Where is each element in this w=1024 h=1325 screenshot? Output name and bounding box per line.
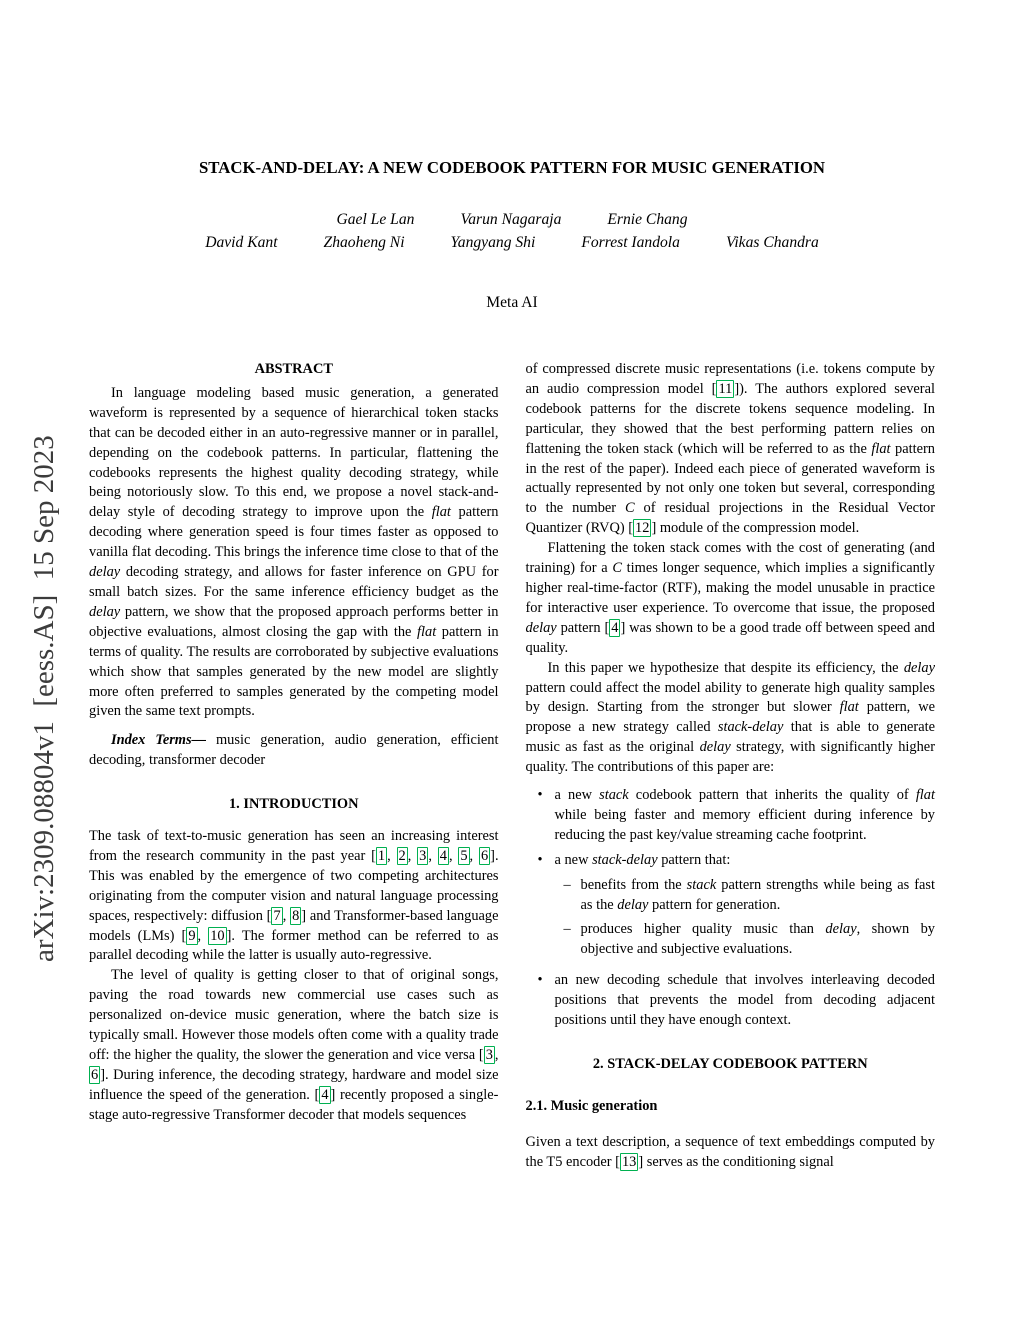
list-subitem [564,920,936,960]
author-row-2 [0,231,1024,254]
author-row-1 [0,208,1024,231]
bullet-icon: • [537,851,543,868]
list-item-text: a new stack-delay pattern that: [554,851,731,868]
left-column [89,360,499,1173]
list-item-text: an new decoding schedule that involves interleaving decoded positions that prevents the model from decoding adjacent positions until they have enough context. [554,972,935,1029]
citation-link[interactable]: 5 [460,847,468,864]
body-paragraph: Given a text description, a sequence of text embeddings computed by the T5 encoder [ 13 ] serves as the conditioning signal [525,1133,935,1170]
bullet-icon: • [537,787,543,804]
abstract-heading: ABSTRACT [254,361,333,377]
intro-paragraph-2: The level of quality is getting closer to that of original songs, paving the road towards new commercial use cases such as personalized on-device music generation, where the batch size is typically small. However those models often come with a quality trade off: the higher the quality, the slower the generation and vice versa [ 3 , 6 ]. During inference, the decoding strategy, hardware and model size influence the speed of the generation. [ 4 ] recently proposed a single-stage auto-regressive Transformer decoder that models sequences [89,967,499,1123]
emphasis-text: flat [839,699,859,716]
author-block [0,208,1024,254]
author-name: Vikas Chandra [725,234,819,251]
list-item-text: produces higher quality music than delay, shown by objective and subjective evaluations. [580,921,935,958]
affiliation: Meta AI [486,294,538,311]
emphasis-text: stack [599,787,629,804]
emphasis-text: stack-delay [717,719,784,736]
author-name: David Kant [205,234,278,251]
citation-link[interactable]: 13 [621,1153,637,1170]
emphasis-text: C [625,500,635,517]
citation-link[interactable]: 4 [611,619,619,636]
citation-link[interactable]: 8 [292,907,300,924]
two-column-body [0,360,1024,1173]
list-subitem [564,876,936,916]
citation-link[interactable]: 12 [635,520,650,537]
emphasis-text: flat [871,440,891,457]
list-item-text: a new stack codebook pattern that inherits the quality of flat while being faster and memory efficient during inference by reducing the past key/value streaming cache footprint. [554,787,936,843]
abstract-paragraph: In language modeling based music generation, a generated waveform is represented by a sequence of hierarchical token stacks that can be decoded either in an auto-regressive manner or in parallel, depending on the codebook patterns. In particular, flattening the codebooks represents the highest quality decoding strategy, while being notoriously slow. To this end, we propose a novel stack-and-delay style of decoding strategy to improve upon the flat pattern decoding where generation speed is four times faster as opposed to vanilla flat decoding. This brings the inference time close to that of the delay decoding strategy, and allows for faster inference on GPU for small batch sizes. For the same inference efficiency budget as the delay pattern, we show that the proposed approach performs better in objective evaluations, almost closing the gap with the flat pattern in terms of quality. The results are corroborated by subjective evaluations which show that samples generated by the new model are slightly more often preferred to samples generated by the competing model given the same text prompts. [89,384,499,720]
citation-link[interactable]: 3 [485,1047,493,1063]
emphasis-text: delay [825,921,857,938]
emphasis-text: C [612,560,622,577]
author-name: Varun Nagaraja [460,211,562,228]
right-column [526,360,936,1173]
author-name: Ernie Chang [607,211,688,228]
body-paragraph: Flattening the token stack comes with the cost of generating (and training) for a C times longer sequence, which implies a significantly higher real-time-factor (RTF), making the model unusable in practice for interactive user experience. To overcome that issue, the proposed delay pattern [ 4 ] was shown to be a good trade off between speed and quality. [525,540,935,656]
author-name: Yangyang Shi [450,234,536,251]
citation-link[interactable]: 9 [188,927,196,944]
author-name: Gael Le Lan [336,211,415,228]
emphasis-text: flat [915,787,936,804]
emphasis-text: flat [417,623,437,640]
citation-link[interactable]: 11 [718,380,733,397]
emphasis-text: delay [699,739,731,756]
emphasis-text: delay [617,896,649,913]
paper-title: STACK-AND-DELAY: A NEW CODEBOOK PATTERN FOR MUSIC GENERATION [198,158,826,177]
author-name: Zhaoheng Ni [323,234,405,251]
citation-link[interactable]: 7 [273,907,281,924]
emphasis-text: flat [431,504,451,521]
body-paragraph: of compressed discrete music representations (i.e. tokens compute by an audio compression model [ 11 ]). The authors explored several codebook patterns for the discrete tokens sequence modeling. In particular, they showed that the best performing pattern relies on flattening the token stack (which will be referred to as the flat pattern in the rest of the paper). Indeed each piece of generated waveform is actually represented by not only one token but several, corresponding to the number C of residual projections in the Residual Vector Quantizer (RVQ) [ 12 ] module of the compression model. [525,361,935,537]
list-item [538,851,936,871]
list-item [538,971,936,1031]
index-terms-paragraph: Index Terms— music generation, audio generation, efficient decoding, transformer decoder [89,732,499,769]
subsection-2-1-heading: 2.1. Music generation [525,1097,658,1114]
citation-link[interactable]: 6 [91,1066,99,1083]
citation-link[interactable]: 2 [398,847,406,864]
citation-link[interactable]: 10 [210,927,225,944]
emphasis-text: Index Terms— [111,732,206,749]
bullet-icon: • [537,972,543,989]
emphasis-text: delay [89,603,121,620]
emphasis-text: stack [686,876,717,893]
arxiv-stamp: arXiv:2309.08804v1 [eess.AS] 15 Sep 2023 [28,435,60,962]
emphasis-text: delay [903,659,935,676]
citation-link[interactable]: 1 [377,847,386,864]
emphasis-text: delay [89,564,121,581]
emphasis-text: stack-delay [592,851,658,868]
dash-icon: – [563,876,571,893]
contributions-list [526,786,936,1031]
dash-icon: – [563,921,571,938]
citation-link[interactable]: 6 [480,847,489,864]
citation-link[interactable]: 4 [439,847,447,864]
body-paragraph: In this paper we hypothesize that despite its efficiency, the delay pattern could affect the model ability to generate high quality samples by design. Starting from the stronger but slower flat pattern, we propose a new strategy called stack-delay that is able to generate music as fast as the original delay strategy, with significantly higher quality. The contributions of this paper are: [525,659,936,776]
list-item-text: benefits from the stack pattern strengths while being as fast as the delay pattern for generation. [580,876,935,913]
section-1-heading: 1. INTRODUCTION [228,796,359,813]
section-2-heading: 2. STACK-DELAY CODEBOOK PATTERN [592,1056,868,1072]
citation-link[interactable]: 3 [419,847,427,864]
intro-paragraph-1: The task of text-to-music generation has seen an increasing interest from the research community in the past year [ 1 , 2 , 3 , 4 , 5 , 6 ]. This was enabled by the emergence of two competing architectures originating from the computer vision and natural language processing spaces, respectively: diffusion [ 7 , 8 ] and Transformer-based language models (LMs) [ 9 , 10 ]. The former method can be referred to as parallel decoding while the latter is usually auto-regressive. [89,828,499,964]
citation-link[interactable]: 4 [321,1086,329,1103]
emphasis-text: delay [525,619,557,636]
list-item [538,786,936,846]
author-name: Forrest Iandola [581,234,680,251]
